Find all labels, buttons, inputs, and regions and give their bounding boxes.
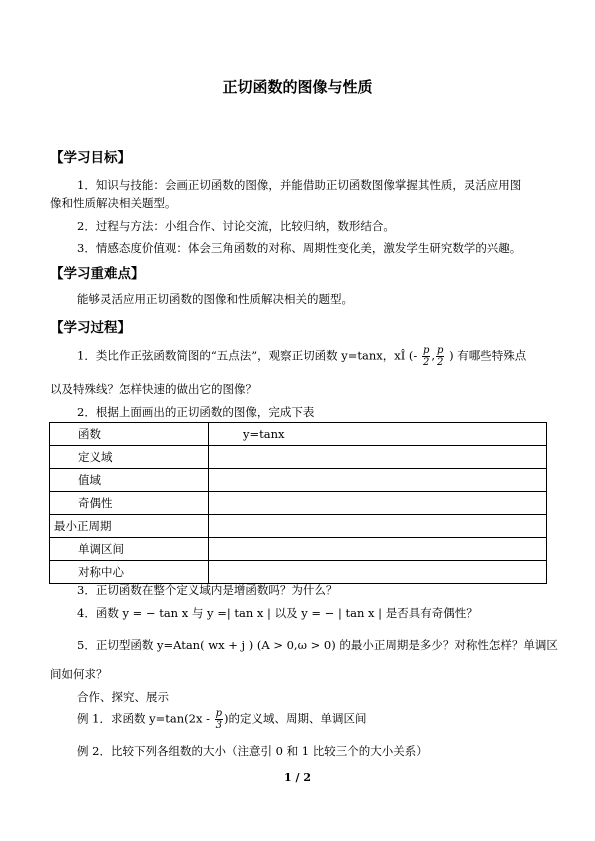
goal-3: 3．情感态度价值观：体会三角函数的对称、周期性变化美，激发学生研究数学的兴趣。 (77, 241, 522, 255)
table-row-value (209, 515, 547, 538)
table-row-label: 最小正周期 (50, 515, 209, 538)
table-row (50, 492, 547, 515)
example-2: 例 2．比较下列各组数的大小（注意引 0 和 1 比较三个的大小关系） (77, 744, 428, 758)
page-title: 正切函数的图像与性质 (222, 78, 373, 96)
table-row-label: 奇偶性 (50, 492, 209, 515)
question-4: 4．函数 y = − tan x 与 y =| tan x | 以及 y = − | tan x | 是否具有奇偶性？ (77, 606, 478, 620)
goal-2: 2．过程与方法：小组合作、讨论交流，比较归纳，数形结合。 (77, 219, 395, 233)
table-row (50, 515, 547, 538)
table-row-label: 单调区间 (50, 538, 209, 561)
table-row (50, 538, 547, 561)
key-points-heading: 【学习重难点】 (50, 266, 145, 282)
fraction-pi-over-2-b (436, 345, 444, 368)
table-row-label: 值域 (50, 469, 209, 492)
question-5-line-1: 5．正切型函数 y=Atan( wx + j ) (A > 0,ω > 0) 的最小正周期是多少？对称性怎样？单调区 (77, 638, 558, 652)
fraction-pi-over-3 (215, 708, 223, 731)
question-1-text-a: 1．类比作正弦函数简图的“五点法”，观察正切函数 y=tanx，xÎ (- (77, 348, 418, 363)
fraction-numerator: p (437, 345, 444, 356)
table-row-label: 定义域 (50, 446, 209, 469)
table-row-value (209, 492, 547, 515)
properties-table (49, 422, 547, 584)
table-row-value (209, 446, 547, 469)
fraction-denominator: 2 (422, 357, 430, 368)
question-5-line-2: 间如何求？ (50, 667, 108, 681)
table-row-value (209, 561, 547, 584)
fraction-denominator: 2 (437, 357, 444, 368)
table-row-value: y=tanx (209, 423, 547, 446)
page-number: 1 / 2 (284, 771, 311, 784)
question-1-line-2: 以及特殊线？怎样快速的做出它的图像？ (50, 382, 257, 396)
table-row-label: 对称中心 (50, 561, 209, 584)
table-row (50, 469, 547, 492)
table-row (50, 446, 547, 469)
table-row (50, 561, 547, 584)
table-row-value (209, 469, 547, 492)
fraction-comma: , (431, 348, 436, 363)
process-heading: 【学习过程】 (50, 320, 131, 336)
table-row (50, 423, 547, 446)
fraction-denominator: 3 (215, 720, 223, 731)
goals-heading: 【学习目标】 (50, 150, 131, 166)
example-1-text-b: )的定义域、周期、单调区间 (224, 711, 367, 726)
question-1-text-b: ) 有哪些特殊点 (449, 348, 527, 363)
question-3: 3．正切函数在整个定义域内是增函数吗？为什么？ (77, 583, 338, 597)
fraction-pi-over-2 (422, 345, 430, 368)
fraction-numerator: p (422, 345, 430, 356)
question-2: 2．根据上面画出的正切函数的图像，完成下表 (77, 405, 315, 419)
key-points-text: 能够灵活应用正切函数的图像和性质解决相关的题型。 (77, 292, 353, 306)
fraction-numerator: p (215, 708, 223, 719)
cooperation-heading: 合作、探究、展示 (77, 690, 169, 704)
goal-1-line-1: 1．知识与技能：会画正切函数的图像，并能借助正切函数图像掌握其性质，灵活应用图 (77, 178, 522, 192)
goal-1-line-2: 像和性质解决相关题型。 (50, 196, 177, 210)
question-1-line-1 (77, 345, 526, 368)
table-row-value (209, 538, 547, 561)
table-row-label: 函数 (50, 423, 209, 446)
example-1-text-a: 例 1．求函数 y=tan(2x - (77, 711, 210, 726)
example-1 (77, 708, 367, 731)
